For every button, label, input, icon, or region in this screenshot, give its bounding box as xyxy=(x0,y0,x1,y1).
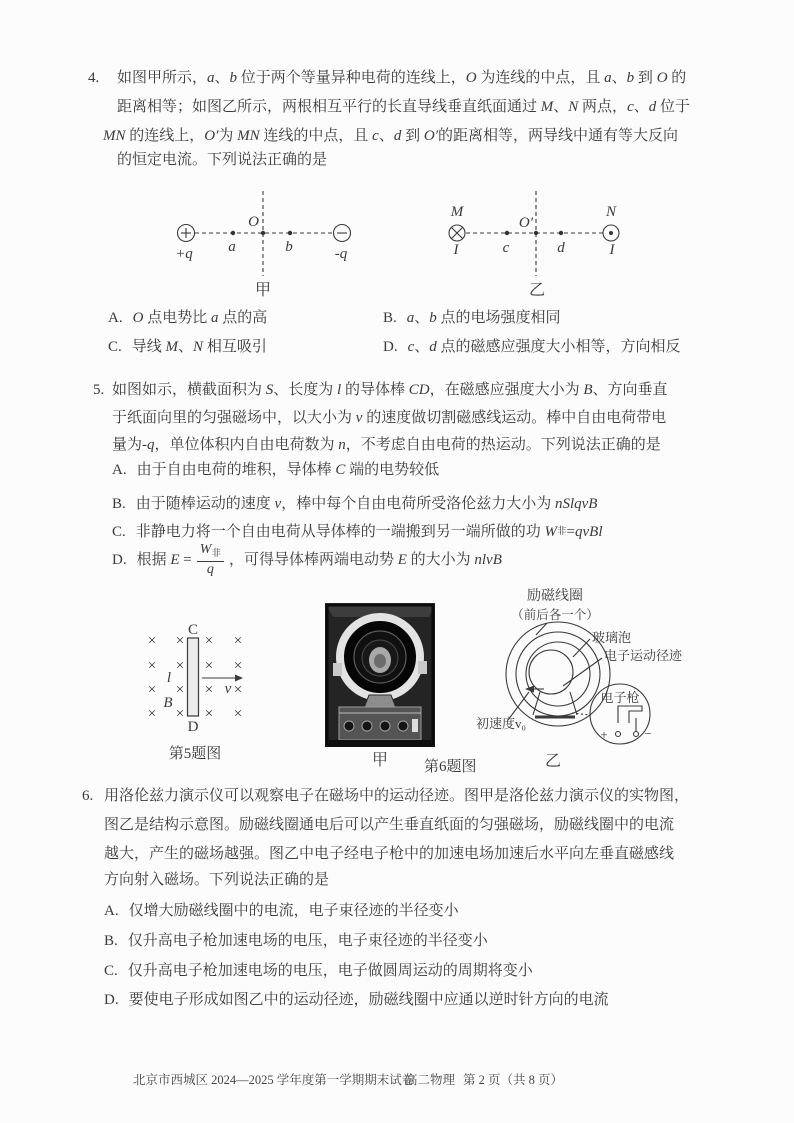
option-letter: D. xyxy=(383,339,398,355)
q5-figure-rod-in-field xyxy=(125,610,325,780)
option-text: 根据 E = xyxy=(136,552,192,569)
field-into-page-symbol: × xyxy=(233,682,243,698)
gun-terminal xyxy=(616,732,621,737)
field-into-page-symbol: × xyxy=(233,658,243,674)
magnifier-leader-dotted xyxy=(572,713,591,715)
label-initial-velocity: 初速度v₀ xyxy=(476,716,527,731)
label-b: b xyxy=(285,239,293,255)
glow-core xyxy=(374,654,386,668)
electron-orbit-circle xyxy=(529,650,573,694)
q5-option-C xyxy=(112,522,603,542)
field-into-page-symbol: × xyxy=(147,682,157,698)
label-C: C xyxy=(187,622,199,638)
label-velocity-v: v xyxy=(224,681,232,697)
point-a-dot xyxy=(231,231,235,235)
option-text: 要使电子形成如图乙中的运动径迹，励磁线圈中应通以逆时针方向的电流 xyxy=(128,992,609,1008)
field-into-page-symbol: × xyxy=(175,706,185,722)
q5-option-D xyxy=(112,543,502,578)
option-text: 非静电力将一个自由电荷从导体棒的一端搬到另一端所做的功 W xyxy=(135,524,558,540)
q4-number: 4. xyxy=(88,70,100,86)
option-letter: D. xyxy=(104,992,119,1008)
q6-option-D xyxy=(104,990,609,1010)
q5-stem-line: 如图如示，横截面积为 S、长度为 l 的导体棒 CD，在磁感应强度大小为 B、方向垂直 xyxy=(112,382,668,398)
conductor-rod xyxy=(188,638,199,716)
footer-subject: 高二物理 xyxy=(405,1073,456,1087)
field-into-page-symbol: × xyxy=(204,706,214,722)
option-text: c、d 点的磁感应强度大小相等，方向相反 xyxy=(407,339,681,355)
gun-terminal xyxy=(634,732,639,737)
label-D: D xyxy=(187,719,199,735)
q6-stem-line: 越大，产生的磁场越强。图乙中电子经电子枪中的加速电场加速后水平向左垂直磁感线 xyxy=(104,846,675,862)
label-glass-bulb: 玻璃泡 xyxy=(592,630,632,645)
option-text: O 点电势比 a 点的高 xyxy=(132,310,268,326)
option-letter: C. xyxy=(104,963,118,979)
field-into-page-symbol: × xyxy=(147,706,157,722)
field-into-page-symbol: × xyxy=(175,658,185,674)
ring-clamp-right xyxy=(418,661,427,674)
field-into-page-symbol: × xyxy=(175,633,185,649)
option-letter: C. xyxy=(112,524,126,540)
dot-stroke xyxy=(609,231,613,235)
option-text: 仅增大励磁线圈中的电流，电子束径迹的半径变小 xyxy=(128,903,459,919)
label-O: O xyxy=(248,214,259,230)
label-d: d xyxy=(557,240,565,256)
q6-stem-line: 图乙是结构示意图。励磁线圈通电后可以产生垂直纸面的匀强磁场，励磁线圈中的电流 xyxy=(104,817,675,833)
q4-stem-line: MN 的连线上，O′为 MN 连线的中点，且 c、d 到 O′的距离相等，两导线中通有等大反向 xyxy=(103,128,679,144)
velocity-arrowhead xyxy=(235,675,243,682)
figure6-caption: 第6题图 xyxy=(424,759,477,775)
label-M: M xyxy=(450,204,464,220)
option-letter: B. xyxy=(104,933,118,949)
q5-number: 5. xyxy=(93,382,105,398)
ring-clamp-left xyxy=(333,663,342,676)
q6-apparatus-photo xyxy=(325,603,435,747)
field-into-page-symbol: × xyxy=(175,682,185,698)
field-into-page-symbol: × xyxy=(204,682,214,698)
field-into-page-symbol: × xyxy=(233,633,243,649)
option-text: 由于随棒运动的速度 v，棒中每个自由电荷所受洛伦兹力大小为 nSlqvB xyxy=(135,496,598,512)
fraction-denominator: q xyxy=(206,561,214,577)
q4-figure-yi-wires xyxy=(440,188,650,300)
label-a: a xyxy=(228,239,236,255)
label-minus-q: -q xyxy=(334,246,348,262)
panel-switch xyxy=(412,719,418,732)
option-letter: B. xyxy=(383,310,397,326)
option-letter: C. xyxy=(108,339,122,355)
label-electron-gun: 电子枪 xyxy=(600,690,640,705)
leader-electron-trace xyxy=(563,658,602,686)
label-O-prime: O′ xyxy=(518,215,533,231)
label-field-coil: 励磁线圈 xyxy=(527,589,583,604)
q6-number: 6. xyxy=(82,788,94,804)
label-plus-q: +q xyxy=(175,246,193,262)
option-letter: A. xyxy=(108,310,123,326)
option-text: ，可得导体棒两端电动势 E 的大小为 nlvB xyxy=(228,552,502,569)
q4-option-C xyxy=(108,337,267,357)
point-c-dot xyxy=(505,231,509,235)
label-plus-terminal: + xyxy=(600,727,608,742)
figure5-caption: 第5题图 xyxy=(168,746,222,762)
label-length-l: l xyxy=(166,670,172,686)
fraction-numerator: $W_非$ xyxy=(197,543,224,562)
subscript: 非 xyxy=(557,527,567,537)
q4-stem-line: 如图甲所示，a、b 位于两个等量异种电荷的连线上，O 为连线的中点，且 a、b 到 O 的 xyxy=(117,70,687,86)
label-electron-trace: 电子运动径迹 xyxy=(604,648,683,663)
label-I-right: I xyxy=(609,242,615,258)
label-c: c xyxy=(502,240,510,256)
initial-velocity-arrowhead xyxy=(525,686,534,693)
field-into-page-symbol: × xyxy=(204,658,214,674)
footer-page-number: 第 2 页（共 8 页） xyxy=(463,1073,564,1087)
panel-knob xyxy=(380,721,390,731)
electron-gun-symbol xyxy=(618,706,642,723)
point-O-dot xyxy=(261,231,265,235)
label-N: N xyxy=(605,204,617,220)
q4-stem-line: 距离相等；如图乙所示，两根相互平行的长直导线垂直纸面通过 M、N 两点，c、d 位于 xyxy=(117,99,691,115)
fraction xyxy=(197,543,224,578)
footer-exam-title: 北京市西城区 2024—2025 学年度第一学期期末试卷 xyxy=(133,1073,415,1087)
label-field-B: B xyxy=(163,695,173,711)
point-d-dot xyxy=(559,231,563,235)
panel-knob xyxy=(398,721,408,731)
option-text: 由于自由电荷的堆积，导体棒 C 端的电势较低 xyxy=(136,462,440,478)
panel-knob xyxy=(362,721,372,731)
option-letter: A. xyxy=(104,903,119,919)
q6-option-B xyxy=(104,931,488,951)
q6-stem-line: 用洛伦兹力演示仪可以观察电子在磁场中的运动径迹。图甲是洛伦兹力演示仪的实物图， xyxy=(104,788,690,804)
point-O-prime-dot xyxy=(534,231,538,235)
q6-stem-line: 方向射入磁场。下列说法正确的是 xyxy=(104,872,330,888)
q5-stem-line: 量为-q，单位体积内自由电荷数为 n，不考虑自由电荷的热运动。下列说法正确的是 xyxy=(112,437,661,453)
photo-caption-jia: 甲 xyxy=(371,752,388,769)
label-I-left: I xyxy=(453,242,459,258)
field-into-page-symbol: × xyxy=(233,706,243,722)
base xyxy=(329,740,431,747)
option-text: 导线 M、N 相互吸引 xyxy=(131,339,267,355)
option-text: 仅升高电子枪加速电场的电压，电子做圆周运动的周期将变小 xyxy=(127,963,533,979)
q5-option-B xyxy=(112,494,597,514)
figure-caption-yi: 乙 xyxy=(528,282,546,299)
panel-knob xyxy=(344,721,354,731)
q5-option-A xyxy=(112,460,439,480)
q4-option-A xyxy=(108,308,267,328)
q6-schematic xyxy=(468,578,740,776)
field-into-page-symbol: × xyxy=(204,633,214,649)
field-into-page-symbol: × xyxy=(147,633,157,649)
q4-figure-jia-charges xyxy=(135,188,385,300)
q6-option-A xyxy=(104,901,459,921)
option-letter: B. xyxy=(112,496,126,512)
q5-stem-line: 于纸面向里的匀强磁场中，以大小为 v 的速度做切割磁感线运动。棒中自由电荷带电 xyxy=(112,410,667,426)
figure-caption-jia: 甲 xyxy=(254,282,272,299)
bulb-mount xyxy=(364,695,396,708)
option-letter: A. xyxy=(112,462,127,478)
q4-stem-line: 的恒定电流。下列说法正确的是 xyxy=(117,152,328,168)
schematic-caption-yi: 乙 xyxy=(544,753,562,770)
leader-glass-bulb xyxy=(573,639,590,657)
label-minus-terminal: − xyxy=(644,726,652,741)
point-b-dot xyxy=(288,231,292,235)
option-text: 仅升高电子枪加速电场的电压，电子束径迹的半径变小 xyxy=(127,933,488,949)
q4-option-B xyxy=(383,308,561,328)
option-text: a、b 点的电场强度相同 xyxy=(406,310,561,326)
q4-option-D xyxy=(383,337,681,357)
option-text: =qvBl xyxy=(566,524,603,540)
field-into-page-symbol: × xyxy=(147,658,157,674)
label-coil-note: （前后各一个） xyxy=(511,608,599,622)
q6-option-C xyxy=(104,961,533,981)
option-letter: D. xyxy=(112,552,127,569)
